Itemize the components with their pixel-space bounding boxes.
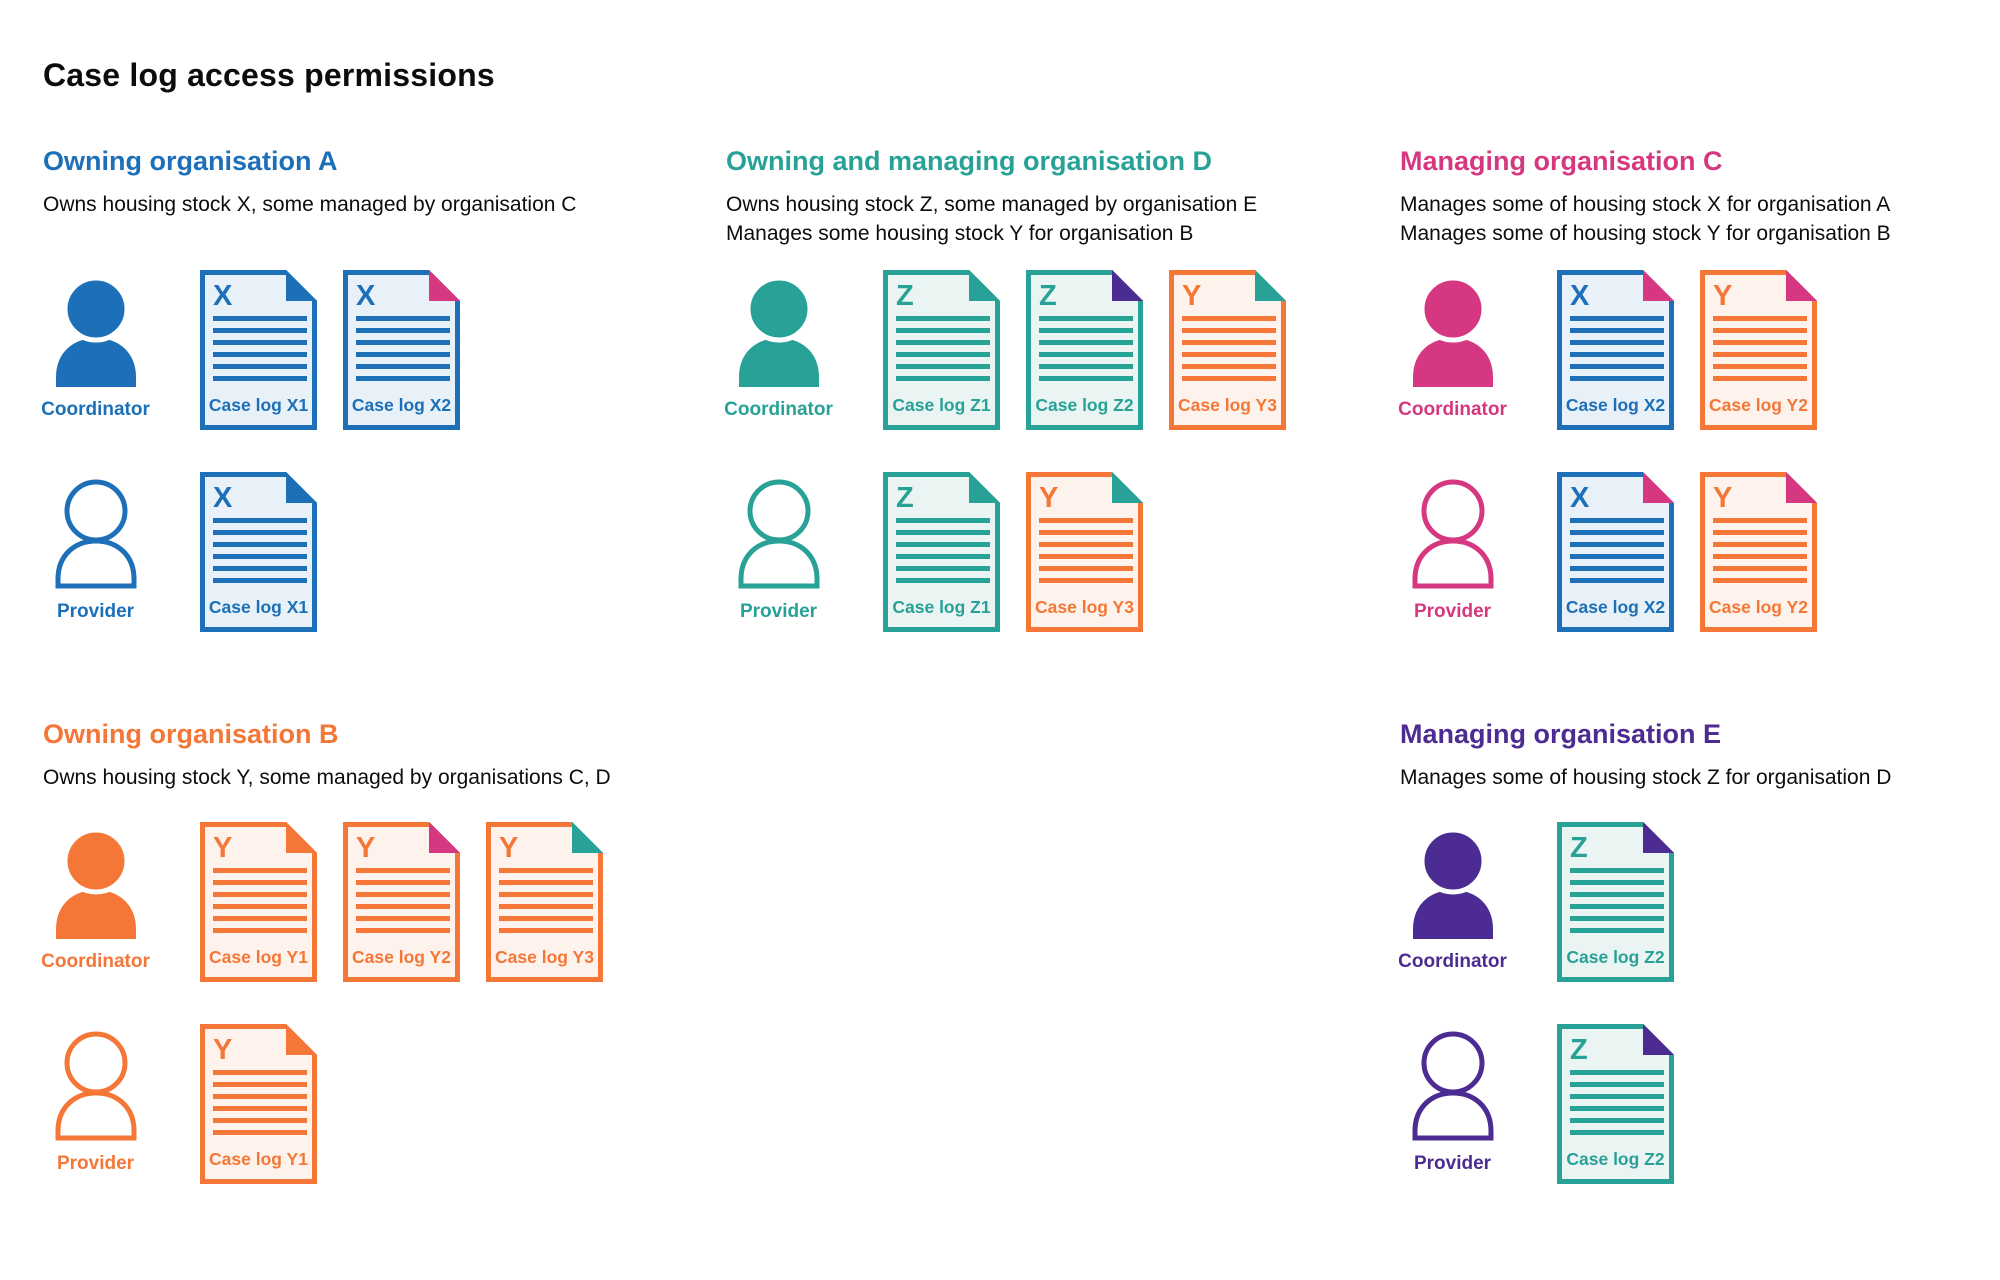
case-log-label: Case log Y3 <box>1035 597 1134 617</box>
case-log-document <box>1700 472 1817 632</box>
document-text-lines-icon <box>1570 518 1664 583</box>
permission-row <box>43 1024 683 1184</box>
document-text-lines-icon <box>356 868 450 933</box>
section-description: Manages some of housing stock X for organisation A <box>1400 193 1891 216</box>
person-outline-icon <box>1412 477 1494 589</box>
section-heading: Managing organisation E <box>1400 719 1722 749</box>
permission-row <box>726 472 1366 632</box>
person-filled-icon <box>738 275 820 387</box>
document-text-lines-icon <box>1570 316 1664 381</box>
section-heading: Owning organisation A <box>43 146 338 176</box>
case-log-label: Case log Y2 <box>352 947 451 967</box>
case-log-label: Case log Y3 <box>1178 395 1277 415</box>
case-log-document <box>1557 822 1674 982</box>
section-header <box>1400 718 2000 822</box>
person-role-label: Coordinator <box>1398 399 1507 420</box>
stock-letter: Y <box>1039 482 1059 514</box>
person-role-label: Coordinator <box>41 399 150 420</box>
section-org-e <box>1400 718 2000 1226</box>
folded-corner-icon <box>1255 270 1286 301</box>
document-text-lines-icon <box>213 868 307 933</box>
permission-row <box>1400 472 2000 632</box>
document-text-lines-icon <box>1713 316 1807 381</box>
folded-corner-icon <box>969 472 1000 503</box>
section-header <box>43 718 683 822</box>
folded-corner-icon <box>1786 472 1817 503</box>
stock-letter: Y <box>356 832 376 864</box>
folded-corner-icon <box>572 822 603 853</box>
person-role-label: Coordinator <box>41 951 150 972</box>
person-provider <box>1400 472 1505 623</box>
person-outline-icon <box>1412 1029 1494 1141</box>
case-log-document <box>1026 472 1143 632</box>
case-log-document <box>343 822 460 982</box>
section-org-c <box>1400 145 2000 674</box>
document-text-lines-icon <box>1039 316 1133 381</box>
document-text-lines-icon <box>213 518 307 583</box>
stock-letter: X <box>1570 482 1590 514</box>
case-log-label: Case log Y1 <box>209 1149 308 1169</box>
document-group <box>1557 270 1817 430</box>
document-text-lines-icon <box>896 316 990 381</box>
section-description: Manages some housing stock Y for organisation B <box>726 222 1194 245</box>
section-org-b <box>43 718 683 1226</box>
person-filled-icon <box>55 275 137 387</box>
permission-row <box>43 472 683 632</box>
folded-corner-icon <box>1112 472 1143 503</box>
folded-corner-icon <box>286 472 317 503</box>
case-log-label: Case log X2 <box>351 395 452 415</box>
folded-corner-icon <box>286 822 317 853</box>
stock-letter: Y <box>213 1034 233 1066</box>
document-text-lines-icon <box>1713 518 1807 583</box>
case-log-document <box>1700 270 1817 430</box>
section-heading: Owning organisation B <box>43 719 339 749</box>
person-provider <box>43 472 148 623</box>
case-log-label: Case log Z2 <box>1566 1149 1665 1169</box>
stock-letter: Z <box>1570 832 1588 864</box>
case-log-label: Case log X1 <box>208 597 309 617</box>
case-log-label: Case log Y2 <box>1709 395 1808 415</box>
case-log-document <box>343 270 460 430</box>
document-group <box>1557 822 1674 982</box>
section-header <box>1400 145 2000 270</box>
folded-corner-icon <box>1786 270 1817 301</box>
section-description: Manages some of housing stock Z for organisation D <box>1400 766 1892 789</box>
stock-letter: Z <box>1039 280 1057 312</box>
case-log-label: Case log X1 <box>208 395 309 415</box>
section-heading: Owning and managing organisation D <box>726 146 1213 176</box>
person-role-label: Provider <box>1413 601 1492 622</box>
stock-letter: X <box>213 280 233 312</box>
document-text-lines-icon <box>213 316 307 381</box>
document-text-lines-icon <box>1570 1070 1664 1135</box>
person-outline-icon <box>55 1029 137 1141</box>
person-outline-icon <box>738 477 820 589</box>
person-coordinator <box>1400 822 1505 973</box>
stock-letter: X <box>213 482 233 514</box>
person-coordinator <box>1400 270 1505 421</box>
person-role-label: Provider <box>1413 1153 1492 1174</box>
person-role-label: Coordinator <box>1398 951 1507 972</box>
document-group <box>1557 472 1817 632</box>
case-log-document <box>1026 270 1143 430</box>
person-role-label: Provider <box>739 601 818 622</box>
case-log-document <box>883 270 1000 430</box>
document-text-lines-icon <box>896 518 990 583</box>
stock-letter: X <box>1570 280 1590 312</box>
case-log-document <box>1557 472 1674 632</box>
folded-corner-icon <box>286 270 317 301</box>
document-group <box>1557 1024 1674 1184</box>
folded-corner-icon <box>1112 270 1143 301</box>
case-log-document <box>486 822 603 982</box>
case-log-label: Case log Z2 <box>1035 395 1134 415</box>
permission-row <box>43 270 683 430</box>
person-provider <box>1400 1024 1505 1175</box>
case-log-document <box>1169 270 1286 430</box>
person-filled-icon <box>55 827 137 939</box>
document-text-lines-icon <box>356 316 450 381</box>
person-filled-icon <box>1412 827 1494 939</box>
folded-corner-icon <box>429 822 460 853</box>
document-text-lines-icon <box>1182 316 1276 381</box>
case-log-document <box>1557 1024 1674 1184</box>
document-text-lines-icon <box>1570 868 1664 933</box>
folded-corner-icon <box>1643 270 1674 301</box>
section-header <box>726 145 1366 270</box>
permission-row <box>1400 270 2000 430</box>
document-group <box>200 822 603 982</box>
permission-row <box>726 270 1366 430</box>
document-group <box>200 270 460 430</box>
folded-corner-icon <box>1643 822 1674 853</box>
permission-row <box>1400 1024 2000 1184</box>
stock-letter: Z <box>896 482 914 514</box>
section-org-d <box>726 145 1366 674</box>
stock-letter: X <box>356 280 376 312</box>
person-coordinator <box>43 822 148 973</box>
stock-letter: Y <box>499 832 519 864</box>
section-header <box>43 145 683 270</box>
document-group <box>200 472 317 632</box>
case-log-label: Case log X2 <box>1565 395 1666 415</box>
case-log-document <box>883 472 1000 632</box>
stock-letter: Z <box>1570 1034 1588 1066</box>
section-org-a <box>43 145 683 674</box>
person-coordinator <box>43 270 148 421</box>
document-group <box>200 1024 317 1184</box>
stock-letter: Z <box>896 280 914 312</box>
case-log-document <box>200 822 317 982</box>
case-log-document <box>1557 270 1674 430</box>
permission-row <box>43 822 683 982</box>
person-outline-icon <box>55 477 137 589</box>
person-coordinator <box>726 270 831 421</box>
case-log-label: Case log Y2 <box>1709 597 1808 617</box>
person-role-label: Coordinator <box>724 399 833 420</box>
person-provider <box>726 472 831 623</box>
document-text-lines-icon <box>213 1070 307 1135</box>
person-filled-icon <box>1412 275 1494 387</box>
case-log-document <box>200 270 317 430</box>
section-heading: Managing organisation C <box>1400 146 1723 176</box>
stock-letter: Y <box>213 832 233 864</box>
case-log-label: Case log Z2 <box>1566 947 1665 967</box>
case-log-label: Case log Z1 <box>892 597 991 617</box>
case-log-label: Case log Y3 <box>495 947 594 967</box>
document-group <box>883 472 1143 632</box>
person-role-label: Provider <box>56 1153 135 1174</box>
stock-letter: Y <box>1713 482 1733 514</box>
case-log-label: Case log Z1 <box>892 395 991 415</box>
case-log-document <box>200 472 317 632</box>
case-log-document <box>200 1024 317 1184</box>
document-text-lines-icon <box>1039 518 1133 583</box>
section-description: Manages some of housing stock Y for organisation B <box>1400 222 1891 245</box>
person-provider <box>43 1024 148 1175</box>
case-log-label: Case log Y1 <box>209 947 308 967</box>
case-log-label: Case log X2 <box>1565 597 1666 617</box>
permission-row <box>1400 822 2000 982</box>
folded-corner-icon <box>969 270 1000 301</box>
stock-letter: Y <box>1713 280 1733 312</box>
folded-corner-icon <box>1643 472 1674 503</box>
folded-corner-icon <box>1643 1024 1674 1055</box>
page-title: Case log access permissions <box>43 57 495 94</box>
section-description: Owns housing stock Y, some managed by organisations C, D <box>43 766 611 789</box>
stock-letter: Y <box>1182 280 1202 312</box>
document-group <box>883 270 1286 430</box>
section-description: Owns housing stock X, some managed by organisation C <box>43 193 577 216</box>
folded-corner-icon <box>286 1024 317 1055</box>
document-text-lines-icon <box>499 868 593 933</box>
section-description: Owns housing stock Z, some managed by organisation E <box>726 193 1258 216</box>
person-role-label: Provider <box>56 601 135 622</box>
folded-corner-icon <box>429 270 460 301</box>
